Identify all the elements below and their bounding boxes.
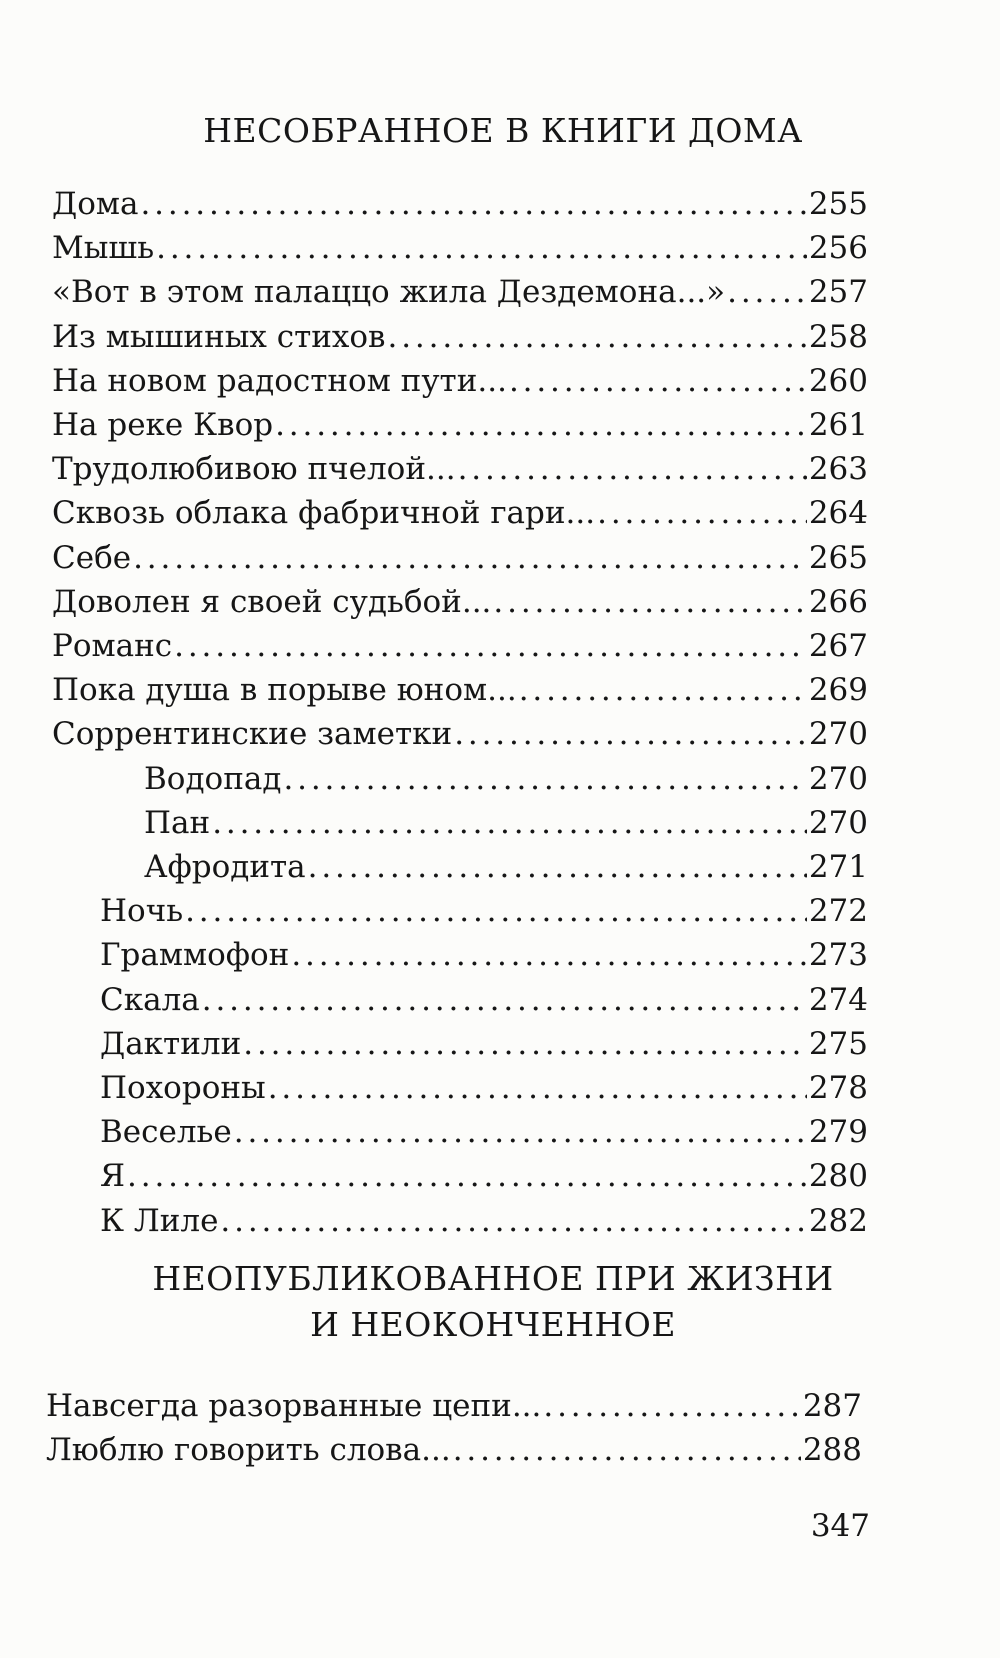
toc-entry-title: Люблю говорить слова... [46,1432,451,1468]
toc-entry-page: 275 [808,1025,868,1062]
toc-entry-page: 255 [808,186,868,222]
toc-entry [52,226,868,270]
toc-entry-page: 265 [808,539,868,576]
toc-entry-page: 256 [808,230,868,267]
toc-entry-page: 271 [808,849,868,885]
toc-leader-dots [268,1066,807,1110]
toc-entry-title: Дактили [100,1025,242,1062]
toc-entry-title: Себе [52,539,132,576]
toc-entry-page: 269 [808,672,868,709]
toc-entry [144,801,868,845]
toc-entry [52,182,868,226]
toc-leader-dots [453,1428,801,1472]
toc-entry-title: Мышь [52,230,155,267]
toc-entry [100,978,868,1022]
toc-entry-page: 273 [808,937,868,974]
toc-entry [144,845,868,889]
toc-entry-page: 274 [808,981,868,1018]
toc-entry [52,315,868,359]
toc-entry [52,491,868,535]
toc-entry-title: Ночь [100,893,184,930]
toc-leader-dots [509,359,807,403]
toc-entry-page: 261 [808,407,868,443]
toc-entry-title: «Вот в этом палаццо жила Дездемона...» [52,274,726,311]
toc-leader-dots [388,315,807,359]
toc-entry [100,1066,868,1110]
toc-entry [52,359,868,403]
toc-entry [100,1199,868,1243]
toc-entry-title: Пока душа в порыве юном... [52,672,517,709]
toc-entry-title: Граммофон [100,937,290,974]
toc-leader-dots [597,491,807,535]
toc-leader-dots [727,270,807,314]
section-title-uncollected: НЕСОБРАННОЕ В КНИГИ ДОМА [203,111,803,150]
toc-entry-title: Навсегда разорванные цепи... [46,1388,542,1424]
toc-entry-page: 282 [808,1202,868,1239]
toc-entry [52,624,868,668]
toc-entry-page: 270 [808,716,868,753]
toc-leader-dots [185,889,807,933]
toc-entry [100,933,868,977]
toc-entry-title: Дома [52,186,139,222]
toc-leader-dots [458,447,807,491]
toc-entry-page: 258 [808,318,868,355]
toc-entry [52,447,868,491]
toc-leader-dots [243,1022,807,1066]
toc-entry-page: 257 [808,274,868,311]
toc-entry [100,1154,868,1198]
section-title-line: НЕОПУБЛИКОВАННОЕ ПРИ ЖИЗНИ [152,1259,834,1298]
toc-entry-page: 287 [802,1388,862,1424]
toc-leader-dots [291,933,806,977]
toc-entry-page: 267 [808,628,868,664]
toc-entry-title: На реке Квор [52,407,274,443]
toc-leader-dots [519,668,807,712]
toc-leader-dots [308,845,807,889]
toc-entry-title: Романс [52,628,173,664]
toc-entry [144,757,868,801]
toc-entry-page: 270 [808,760,868,797]
toc-entry [52,712,868,756]
toc-leader-dots [454,712,807,756]
toc-entry-title: Скала [100,981,200,1018]
toc-entry [100,1022,868,1066]
toc-entry-page: 264 [808,495,868,532]
toc-leader-dots [275,403,807,447]
toc-entry-title: Я [100,1158,126,1195]
toc-entry-page: 279 [808,1114,868,1151]
toc-entry-title: Трудолюбивою пчелой... [52,451,456,488]
toc-entry-page: 260 [808,362,868,399]
toc-entry-page: 270 [808,804,868,841]
toc-leader-dots [543,1384,800,1428]
toc-entry-title: Водопад [144,760,282,797]
toc-entry-title: Из мышиных стихов [52,318,386,355]
toc-entry-page: 263 [808,451,868,488]
toc-entry-page: 280 [808,1158,868,1195]
toc-leader-dots [234,1110,807,1154]
toc-entry [46,1428,862,1472]
page-number: 347 [810,1508,870,1544]
section-title-line: И НЕОКОНЧЕННОЕ [310,1305,676,1344]
toc-leader-dots [174,624,807,668]
toc-leader-dots [140,182,806,226]
toc-leader-dots [493,580,806,624]
section-title-unpublished [18,1256,968,1348]
toc-entry-page: 266 [808,583,868,620]
toc-leader-dots [283,757,806,801]
toc-entry [100,889,868,933]
toc-entry [52,270,868,314]
toc-leader-dots [133,536,807,580]
toc-entry [52,403,868,447]
toc-leader-dots [220,1199,806,1243]
toc-entry-page: 272 [808,893,868,930]
toc-entry [46,1384,862,1428]
toc-entry-title: Веселье [100,1114,232,1151]
toc-entry-title: Доволен я своей судьбой... [52,583,492,620]
toc-entry [52,536,868,580]
toc-entry-title: На новом радостном пути... [52,362,507,399]
toc-entry [52,580,868,624]
toc-entry-title: К Лиле [100,1202,219,1239]
toc-leader-dots [156,226,807,270]
toc-entry-title: Соррентинские заметки [52,716,453,753]
toc-entry [100,1110,868,1154]
toc-entry-title: Афродита [144,849,306,885]
toc-leader-dots [212,801,807,845]
toc-entry-title: Сквозь облака фабричной гари... [52,495,596,532]
toc-entry [52,668,868,712]
toc-entry-page: 278 [808,1070,868,1106]
toc-entry-page: 288 [802,1432,862,1468]
toc-entry-title: Пан [144,804,211,841]
toc-leader-dots [127,1154,807,1198]
toc-leader-dots [202,978,807,1022]
toc-entry-title: Похороны [100,1070,266,1106]
